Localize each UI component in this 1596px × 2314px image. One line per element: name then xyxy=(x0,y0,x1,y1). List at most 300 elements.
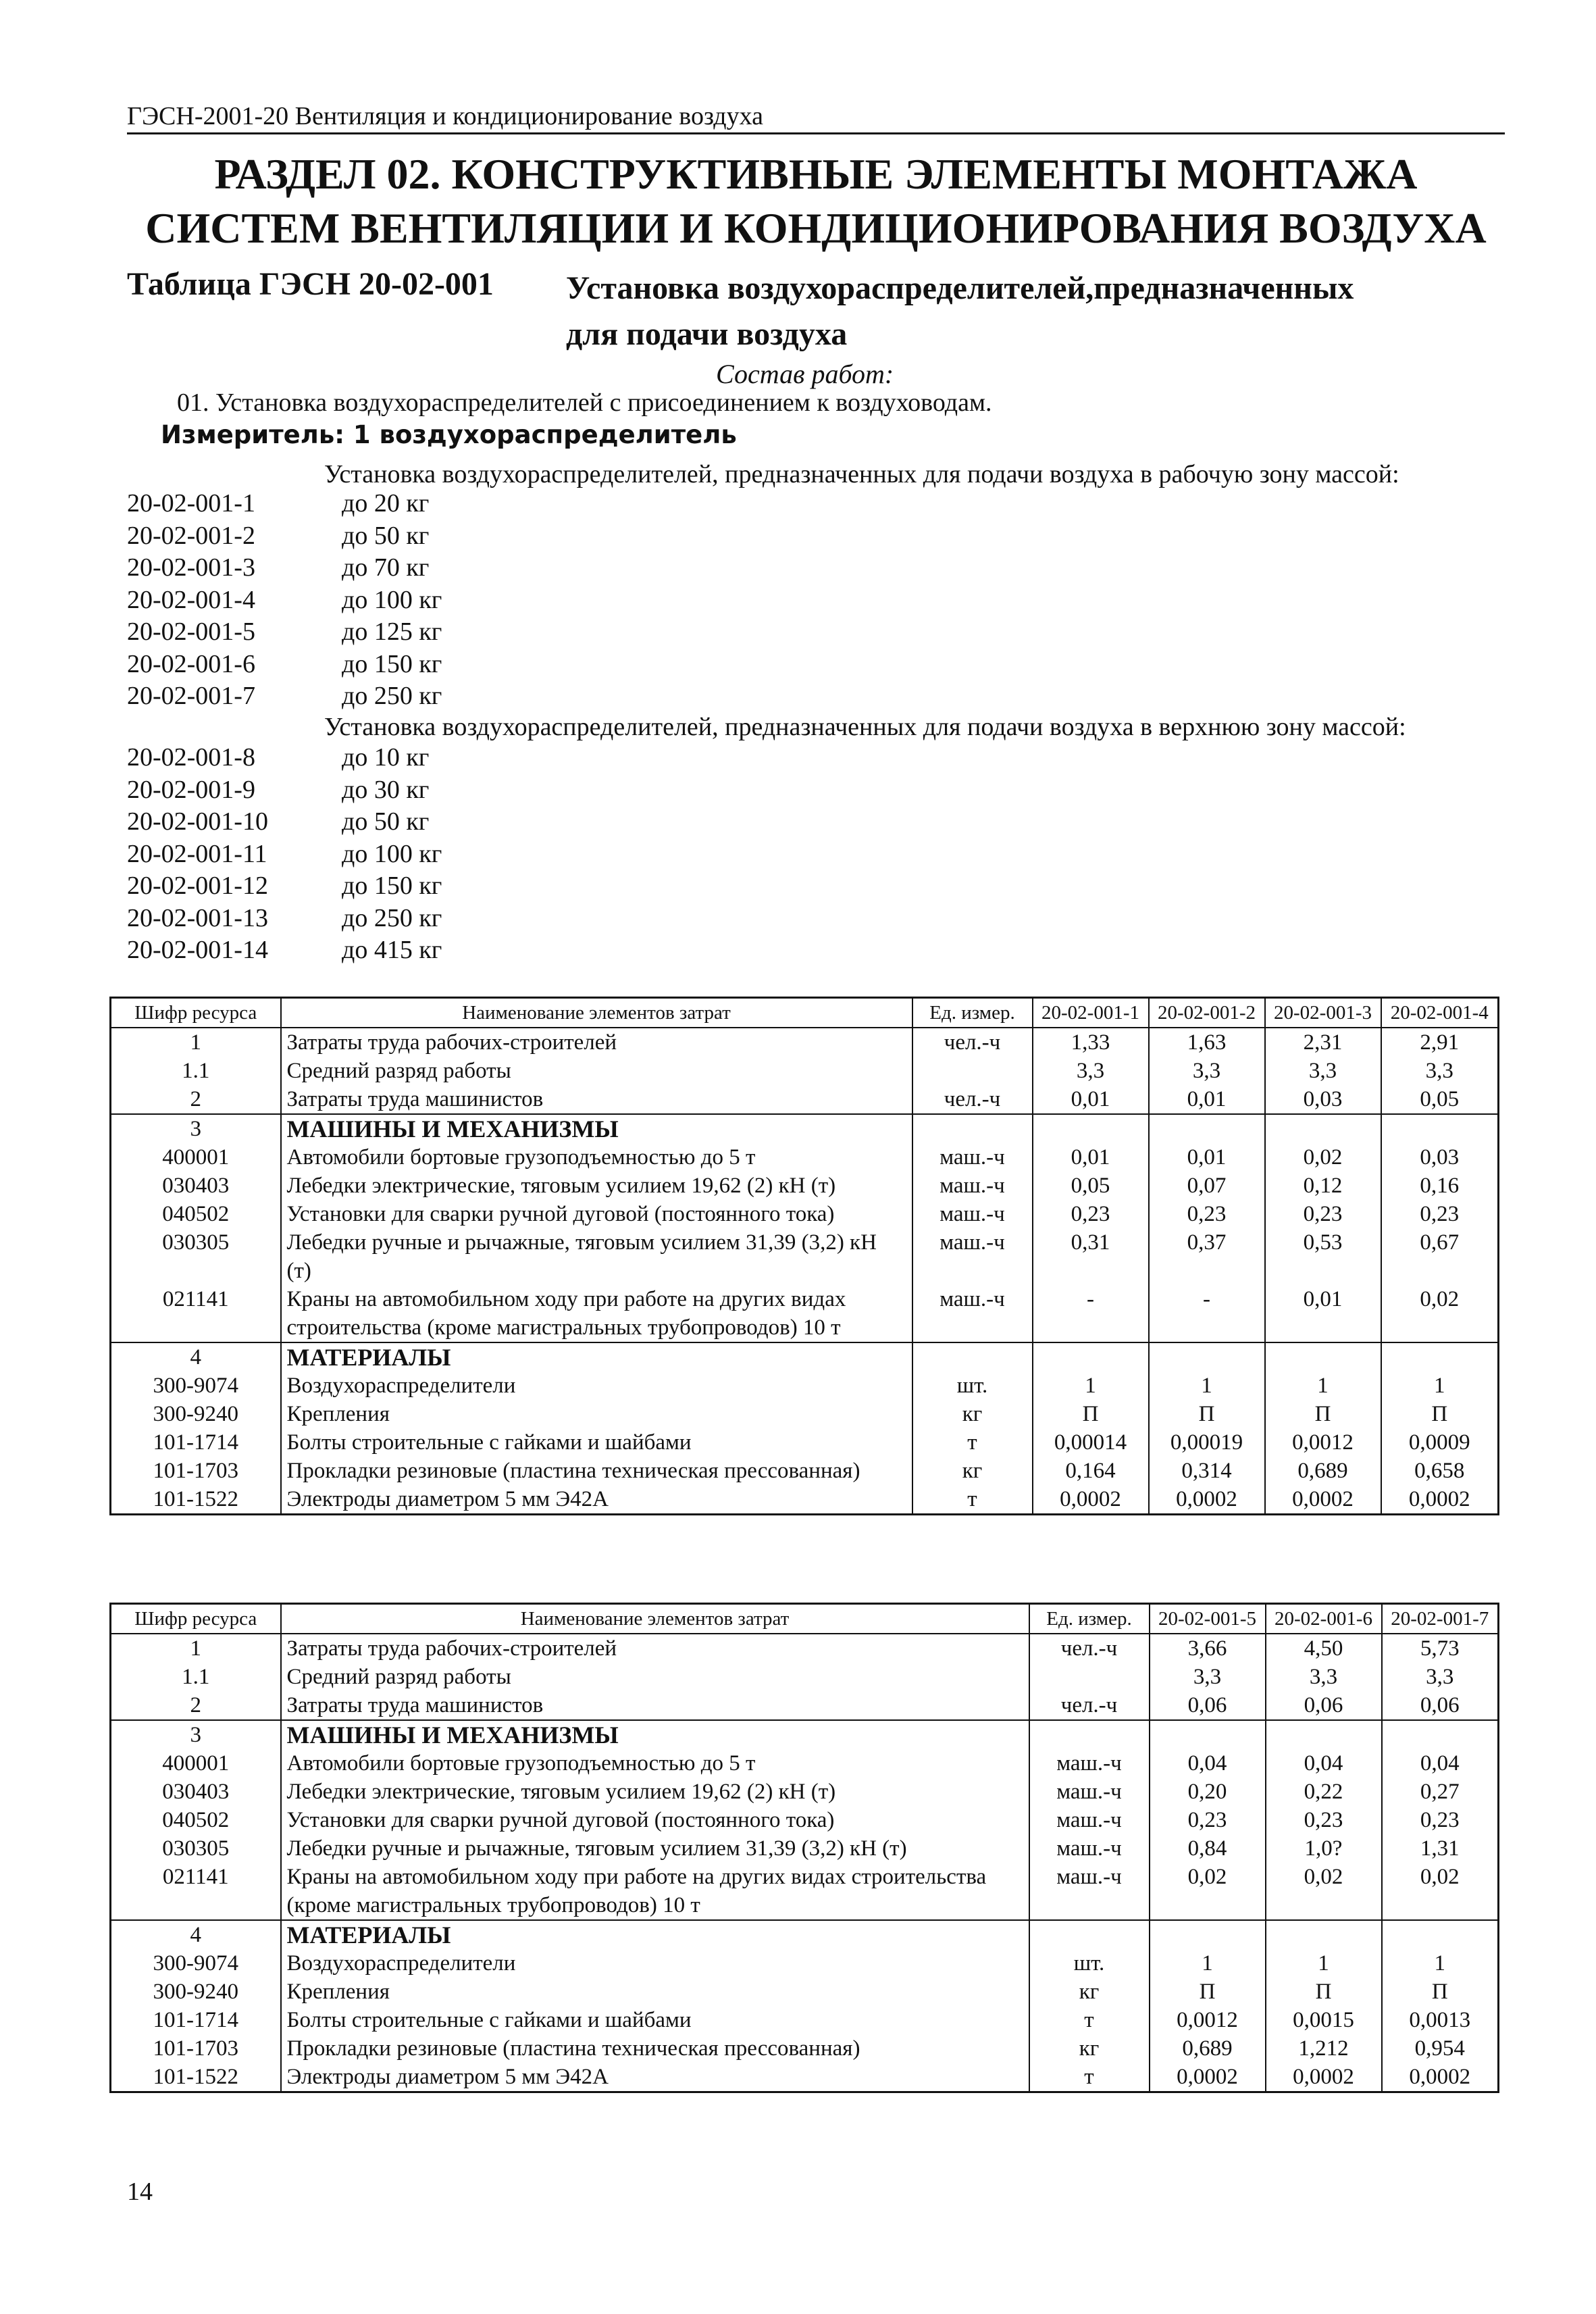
norm-value: 0,23 xyxy=(1381,1200,1499,1228)
norm-value: 0,12 xyxy=(1265,1172,1381,1200)
norm-value: 4,50 xyxy=(1266,1634,1382,1663)
measure-unit: Измеритель: 1 воздухораспределитель xyxy=(161,420,737,449)
table-row xyxy=(111,1200,1499,1228)
norm-value: 0,0009 xyxy=(1381,1428,1499,1457)
cost-element-name: Лебедки ручные и рычажные, тяговым усилием 31,39 (3,2) кН (т) xyxy=(281,1228,912,1285)
norm-value: 0,0002 xyxy=(1265,1485,1381,1515)
norm-value: 0,23 xyxy=(1033,1200,1149,1228)
table-row xyxy=(111,1085,1499,1114)
table-row xyxy=(111,1114,1499,1143)
norm-value: 0,00014 xyxy=(1033,1428,1149,1457)
cost-element-name: Установки для сварки ручной дуговой (постоянного тока) xyxy=(281,1200,912,1228)
norm-value: 0,23 xyxy=(1266,1806,1382,1834)
unit-of-measure: чел.-ч xyxy=(912,1085,1033,1114)
cost-element-name: Краны на автомобильном ходу при работе на других видах строительства (кроме магистральных трубопроводов) 10 т xyxy=(281,1863,1029,1920)
col-header-norm: 20-02-001-1 xyxy=(1033,998,1149,1028)
col-header-name: Наименование элементов затрат xyxy=(281,1604,1029,1634)
norm-value: 0,03 xyxy=(1381,1143,1499,1172)
unit-of-measure: маш.-ч xyxy=(1029,1778,1150,1806)
cost-element-name: Затраты труда рабочих-строителей xyxy=(281,1028,912,1057)
unit-of-measure xyxy=(1029,1663,1150,1691)
resource-code: 2 xyxy=(111,1691,281,1720)
resource-code: 400001 xyxy=(111,1749,281,1778)
unit-of-measure xyxy=(912,1114,1033,1143)
cost-element-name: Краны на автомобильном ходу при работе на других видах строительства (кроме магистральных трубопроводов) 10 т xyxy=(281,1285,912,1342)
table-row xyxy=(111,1172,1499,1200)
norm-value: 0,05 xyxy=(1033,1172,1149,1200)
group-heading-upper-zone: Установка воздухораспределителей, предназначенных для подачи воздуха в верхнюю зону массой: xyxy=(324,713,1406,741)
norm-value xyxy=(1266,1720,1382,1749)
resource-code: 030305 xyxy=(111,1834,281,1863)
norm-value: 0,0002 xyxy=(1033,1485,1149,1515)
norm-value: 3,3 xyxy=(1033,1057,1149,1085)
norm-value xyxy=(1265,1342,1381,1372)
mass-limit: до 100 кг xyxy=(342,839,442,868)
norm-value: 0,689 xyxy=(1265,1457,1381,1485)
unit-of-measure: чел.-ч xyxy=(1029,1691,1150,1720)
mass-limit: до 20 кг xyxy=(342,489,430,518)
norm-value: П xyxy=(1381,1400,1499,1428)
norm-value: П xyxy=(1150,1978,1266,2006)
norm-value: - xyxy=(1149,1285,1265,1342)
norm-value: 0,05 xyxy=(1381,1085,1499,1114)
norm-value: 0,04 xyxy=(1150,1749,1266,1778)
norm-value xyxy=(1149,1342,1265,1372)
norm-code: 20-02-001-4 xyxy=(127,585,255,614)
resource-code: 030403 xyxy=(111,1778,281,1806)
unit-of-measure: маш.-ч xyxy=(912,1143,1033,1172)
table-row xyxy=(111,1342,1499,1372)
col-header-code: Шифр ресурса xyxy=(111,1604,281,1634)
norm-value: 0,06 xyxy=(1266,1691,1382,1720)
mass-limit: до 30 кг xyxy=(342,775,430,804)
mass-limit: до 415 кг xyxy=(342,936,442,964)
resource-code: 300-9240 xyxy=(111,1400,281,1428)
unit-of-measure: маш.-ч xyxy=(1029,1834,1150,1863)
norm-value: 0,314 xyxy=(1149,1457,1265,1485)
unit-of-measure: маш.-ч xyxy=(912,1285,1033,1342)
unit-of-measure: кг xyxy=(912,1457,1033,1485)
norm-value xyxy=(1150,1920,1266,1949)
cost-element-name: Крепления xyxy=(281,1978,1029,2006)
unit-of-measure: кг xyxy=(1029,2034,1150,2063)
table-row xyxy=(111,1428,1499,1457)
norm-value: 0,01 xyxy=(1149,1143,1265,1172)
resource-code: 040502 xyxy=(111,1200,281,1228)
cost-element-name: Установки для сварки ручной дуговой (постоянного тока) xyxy=(281,1806,1029,1834)
unit-of-measure: т xyxy=(912,1485,1033,1515)
norm-value: 0,658 xyxy=(1381,1457,1499,1485)
norm-value: 3,3 xyxy=(1265,1057,1381,1085)
table-row xyxy=(111,1778,1499,1806)
composition-title: Состав работ: xyxy=(716,359,894,389)
norm-value: П xyxy=(1382,1978,1499,2006)
norm-value: 0,37 xyxy=(1149,1228,1265,1285)
unit-of-measure: т xyxy=(1029,2006,1150,2034)
mass-limit: до 125 кг xyxy=(342,618,442,646)
norm-value: 0,0002 xyxy=(1382,2063,1499,2092)
norm-value: 1 xyxy=(1265,1372,1381,1400)
cost-element-name: Лебедки электрические, тяговым усилием 19,62 (2) кН (т) xyxy=(281,1778,1029,1806)
norm-value xyxy=(1382,1720,1499,1749)
table-title-line-2: для подачи воздуха xyxy=(566,316,848,352)
table-row xyxy=(111,1663,1499,1691)
col-header-norm: 20-02-001-7 xyxy=(1382,1604,1499,1634)
mass-limit: до 250 кг xyxy=(342,903,442,932)
col-header-unit: Ед. измер. xyxy=(1029,1604,1150,1634)
norm-value: 0,02 xyxy=(1265,1143,1381,1172)
norm-value xyxy=(1033,1114,1149,1143)
norm-value: 1 xyxy=(1382,1949,1499,1978)
table-row xyxy=(111,1691,1499,1720)
col-header-norm: 20-02-001-3 xyxy=(1265,998,1381,1028)
mass-limit: до 70 кг xyxy=(342,553,430,582)
norm-value: 0,0015 xyxy=(1266,2006,1382,2034)
norm-value: 1 xyxy=(1381,1372,1499,1400)
resource-code: 1 xyxy=(111,1028,281,1057)
mass-limit: до 10 кг xyxy=(342,743,430,772)
norm-value: 1,63 xyxy=(1149,1028,1265,1057)
mass-limit: до 150 кг xyxy=(342,649,442,678)
norm-value: 0,164 xyxy=(1033,1457,1149,1485)
cost-element-name: Автомобили бортовые грузоподъемностью до 5 т xyxy=(281,1749,1029,1778)
norm-value: 0,53 xyxy=(1265,1228,1381,1285)
resource-table-2 xyxy=(109,1603,1499,2093)
table-row xyxy=(111,1920,1499,1949)
col-header-norm: 20-02-001-2 xyxy=(1149,998,1265,1028)
unit-of-measure: шт. xyxy=(912,1372,1033,1400)
section-title-line-2: СИСТЕМ ВЕНТИЛЯЦИИ И КОНДИЦИОНИРОВАНИЯ ВОЗДУХА xyxy=(145,204,1487,252)
norm-value xyxy=(1033,1342,1149,1372)
resource-code: 300-9240 xyxy=(111,1978,281,2006)
norm-value: 0,27 xyxy=(1382,1778,1499,1806)
table-title xyxy=(566,266,1444,357)
resource-code: 101-1714 xyxy=(111,1428,281,1457)
resource-code: 101-1522 xyxy=(111,2063,281,2092)
norm-code: 20-02-001-5 xyxy=(127,618,255,646)
norm-value: 1,0? xyxy=(1266,1834,1382,1863)
norm-value: 0,04 xyxy=(1382,1749,1499,1778)
norm-code: 20-02-001-9 xyxy=(127,775,255,804)
resource-code: 101-1703 xyxy=(111,2034,281,2063)
norm-value: П xyxy=(1149,1400,1265,1428)
unit-of-measure: шт. xyxy=(1029,1949,1150,1978)
cost-element-name: Прокладки резиновые (пластина техническая прессованная) xyxy=(281,2034,1029,2063)
resource-code: 1 xyxy=(111,1634,281,1663)
unit-of-measure: маш.-ч xyxy=(912,1200,1033,1228)
norm-value: 0,01 xyxy=(1033,1085,1149,1114)
unit-of-measure: кг xyxy=(1029,1978,1150,2006)
norm-code: 20-02-001-1 xyxy=(127,489,255,518)
norm-value: 0,06 xyxy=(1382,1691,1499,1720)
table-row xyxy=(111,1806,1499,1834)
col-header-name: Наименование элементов затрат xyxy=(281,998,912,1028)
norm-value: 0,01 xyxy=(1265,1285,1381,1342)
norm-value: 0,02 xyxy=(1381,1285,1499,1342)
norm-value: П xyxy=(1033,1400,1149,1428)
code-row xyxy=(127,520,600,553)
mass-limit: до 150 кг xyxy=(342,872,442,900)
cost-element-name: Болты строительные с гайками и шайбами xyxy=(281,2006,1029,2034)
cost-element-name: Электроды диаметром 5 мм Э42А xyxy=(281,2063,1029,2092)
norm-code: 20-02-001-13 xyxy=(127,903,268,932)
resource-code: 300-9074 xyxy=(111,1372,281,1400)
norm-value: 0,23 xyxy=(1150,1806,1266,1834)
norm-value: 0,0002 xyxy=(1150,2063,1266,2092)
norm-value xyxy=(1381,1114,1499,1143)
cost-element-name: Средний разряд работы xyxy=(281,1057,912,1085)
norm-value: 0,23 xyxy=(1149,1200,1265,1228)
page-number: 14 xyxy=(127,2178,153,2206)
norm-value: 5,73 xyxy=(1382,1634,1499,1663)
norm-value: 1,212 xyxy=(1266,2034,1382,2063)
resource-code: 300-9074 xyxy=(111,1949,281,1978)
group-heading-working-zone: Установка воздухораспределителей, предназначенных для подачи воздуха в рабочую зону массой: xyxy=(324,460,1399,488)
resource-code: 101-1714 xyxy=(111,2006,281,2034)
norm-value: 0,02 xyxy=(1382,1863,1499,1920)
table-header-row xyxy=(111,998,1499,1028)
norm-value: 2,91 xyxy=(1381,1028,1499,1057)
unit-of-measure xyxy=(912,1342,1033,1372)
norm-value: 0,07 xyxy=(1149,1172,1265,1200)
table-title-line-1: Установка воздухораспределителей,предназначенных xyxy=(566,270,1354,306)
col-header-norm: 20-02-001-5 xyxy=(1150,1604,1266,1634)
norm-value: 0,0002 xyxy=(1266,2063,1382,2092)
norm-value: 0,0013 xyxy=(1382,2006,1499,2034)
norm-code: 20-02-001-6 xyxy=(127,649,255,678)
mass-limit: до 100 кг xyxy=(342,585,442,614)
resource-code: 030305 xyxy=(111,1228,281,1285)
code-row xyxy=(127,680,600,713)
code-row xyxy=(127,584,600,617)
norm-value: 1 xyxy=(1033,1372,1149,1400)
norm-code: 20-02-001-12 xyxy=(127,872,268,900)
norm-value: 0,23 xyxy=(1382,1806,1499,1834)
code-list-working-zone xyxy=(127,488,600,713)
norm-value: 0,0002 xyxy=(1381,1485,1499,1515)
unit-of-measure: маш.-ч xyxy=(912,1172,1033,1200)
norm-value: 0,23 xyxy=(1265,1200,1381,1228)
norm-value: 0,84 xyxy=(1150,1834,1266,1863)
table-row xyxy=(111,1863,1499,1920)
norm-value: 0,67 xyxy=(1381,1228,1499,1285)
table-row xyxy=(111,1400,1499,1428)
norm-value: 0,16 xyxy=(1381,1172,1499,1200)
norm-value: 0,0012 xyxy=(1150,2006,1266,2034)
section-title-line-1: РАЗДЕЛ 02. КОНСТРУКТИВНЫЕ ЭЛЕМЕНТЫ МОНТАЖА xyxy=(214,150,1418,198)
table-row xyxy=(111,1720,1499,1749)
norm-value: 0,01 xyxy=(1033,1143,1149,1172)
norm-value xyxy=(1149,1114,1265,1143)
cost-element-name: Крепления xyxy=(281,1400,912,1428)
norm-value: 1 xyxy=(1149,1372,1265,1400)
table-row xyxy=(111,1949,1499,1978)
norm-value: 3,66 xyxy=(1150,1634,1266,1663)
norm-value: 0,00019 xyxy=(1149,1428,1265,1457)
code-row xyxy=(127,552,600,584)
resource-code: 040502 xyxy=(111,1806,281,1834)
unit-of-measure: кг xyxy=(912,1400,1033,1428)
cost-element-name: Лебедки электрические, тяговым усилием 19,62 (2) кН (т) xyxy=(281,1172,912,1200)
norm-value: 0,06 xyxy=(1150,1691,1266,1720)
code-row xyxy=(127,649,600,681)
cost-element-name: Воздухораспределители xyxy=(281,1949,1029,1978)
norm-value xyxy=(1265,1114,1381,1143)
cost-element-name: МАТЕРИАЛЫ xyxy=(281,1342,912,1372)
code-row xyxy=(127,488,600,520)
cost-element-name: МАТЕРИАЛЫ xyxy=(281,1920,1029,1949)
code-row xyxy=(127,616,600,649)
norm-value xyxy=(1381,1342,1499,1372)
norm-value: 0,0002 xyxy=(1149,1485,1265,1515)
resource-code: 2 xyxy=(111,1085,281,1114)
running-header: ГЭСН-2001-20 Вентиляция и кондиционирование воздуха xyxy=(127,101,1505,134)
norm-value: 3,3 xyxy=(1382,1663,1499,1691)
norm-value: 0,04 xyxy=(1266,1749,1382,1778)
unit-of-measure: чел.-ч xyxy=(912,1028,1033,1057)
cost-element-name: Воздухораспределители xyxy=(281,1372,912,1400)
work-item: 01. Установка воздухораспределителей с присоединением к воздуховодам. xyxy=(177,388,992,417)
col-header-unit: Ед. измер. xyxy=(912,998,1033,1028)
section-title xyxy=(127,147,1505,255)
col-header-norm: 20-02-001-6 xyxy=(1266,1604,1382,1634)
cost-element-name: МАШИНЫ И МЕХАНИЗМЫ xyxy=(281,1720,1029,1749)
table-row xyxy=(111,1372,1499,1400)
table-row xyxy=(111,1028,1499,1057)
norm-value: П xyxy=(1266,1978,1382,2006)
cost-element-name: МАШИНЫ И МЕХАНИЗМЫ xyxy=(281,1114,912,1143)
unit-of-measure: маш.-ч xyxy=(1029,1749,1150,1778)
norm-value: 1,31 xyxy=(1382,1834,1499,1863)
table-row xyxy=(111,1485,1499,1515)
unit-of-measure: маш.-ч xyxy=(1029,1863,1150,1920)
code-row xyxy=(127,774,600,807)
norm-value: 2,31 xyxy=(1265,1028,1381,1057)
unit-of-measure: т xyxy=(912,1428,1033,1457)
norm-value: 0,22 xyxy=(1266,1778,1382,1806)
cost-element-name: Лебедки ручные и рычажные, тяговым усилием 31,39 (3,2) кН (т) xyxy=(281,1834,1029,1863)
table-row xyxy=(111,1057,1499,1085)
norm-value xyxy=(1382,1920,1499,1949)
table-label: Таблица ГЭСН 20-02-001 xyxy=(127,266,494,302)
cost-element-name: Автомобили бортовые грузоподъемностью до 5 т xyxy=(281,1143,912,1172)
table-row xyxy=(111,1143,1499,1172)
table-row xyxy=(111,1834,1499,1863)
unit-of-measure xyxy=(1029,1920,1150,1949)
table-row xyxy=(111,1228,1499,1285)
norm-code: 20-02-001-8 xyxy=(127,743,255,772)
unit-of-measure: маш.-ч xyxy=(912,1228,1033,1285)
norm-value: 3,3 xyxy=(1150,1663,1266,1691)
mass-limit: до 50 кг xyxy=(342,521,430,550)
unit-of-measure xyxy=(1029,1720,1150,1749)
unit-of-measure: чел.-ч xyxy=(1029,1634,1150,1663)
norm-value: 0,689 xyxy=(1150,2034,1266,2063)
resource-code: 1.1 xyxy=(111,1663,281,1691)
table-row xyxy=(111,2006,1499,2034)
norm-value: 1,33 xyxy=(1033,1028,1149,1057)
resource-code: 1.1 xyxy=(111,1057,281,1085)
norm-value: 3,3 xyxy=(1381,1057,1499,1085)
resource-code: 101-1522 xyxy=(111,1485,281,1515)
table-header-row xyxy=(111,1604,1499,1634)
norm-code: 20-02-001-7 xyxy=(127,682,255,710)
norm-value: 1 xyxy=(1150,1949,1266,1978)
unit-of-measure xyxy=(912,1057,1033,1085)
mass-limit: до 250 кг xyxy=(342,682,442,710)
code-row xyxy=(127,870,600,903)
table-row xyxy=(111,1634,1499,1663)
code-row xyxy=(127,903,600,935)
col-header-norm: 20-02-001-4 xyxy=(1381,998,1499,1028)
table-row xyxy=(111,2063,1499,2092)
resource-code: 021141 xyxy=(111,1863,281,1920)
table-row xyxy=(111,2034,1499,2063)
code-row xyxy=(127,838,600,871)
cost-element-name: Электроды диаметром 5 мм Э42А xyxy=(281,1485,912,1515)
code-row xyxy=(127,742,600,774)
code-row xyxy=(127,806,600,838)
code-list-upper-zone xyxy=(127,742,600,967)
norm-value: П xyxy=(1265,1400,1381,1428)
norm-code: 20-02-001-2 xyxy=(127,521,255,550)
norm-value: 0,0012 xyxy=(1265,1428,1381,1457)
resource-code: 400001 xyxy=(111,1143,281,1172)
norm-value: 0,20 xyxy=(1150,1778,1266,1806)
table-row xyxy=(111,1457,1499,1485)
resource-code: 021141 xyxy=(111,1285,281,1342)
unit-of-measure: т xyxy=(1029,2063,1150,2092)
code-row xyxy=(127,934,600,967)
table-row xyxy=(111,1749,1499,1778)
norm-value: 0,02 xyxy=(1266,1863,1382,1920)
resource-code: 3 xyxy=(111,1114,281,1143)
resource-code: 101-1703 xyxy=(111,1457,281,1485)
table-row xyxy=(111,1978,1499,2006)
norm-code: 20-02-001-14 xyxy=(127,936,268,964)
resource-code: 3 xyxy=(111,1720,281,1749)
cost-element-name: Болты строительные с гайками и шайбами xyxy=(281,1428,912,1457)
resource-code: 030403 xyxy=(111,1172,281,1200)
table-row xyxy=(111,1285,1499,1342)
norm-value: 0,02 xyxy=(1150,1863,1266,1920)
norm-value: 0,01 xyxy=(1149,1085,1265,1114)
norm-code: 20-02-001-10 xyxy=(127,807,268,836)
norm-value: 3,3 xyxy=(1266,1663,1382,1691)
mass-limit: до 50 кг xyxy=(342,807,430,836)
cost-element-name: Затраты труда рабочих-строителей xyxy=(281,1634,1029,1663)
unit-of-measure: маш.-ч xyxy=(1029,1806,1150,1834)
norm-code: 20-02-001-11 xyxy=(127,839,267,868)
norm-value: 3,3 xyxy=(1149,1057,1265,1085)
col-header-code: Шифр ресурса xyxy=(111,998,281,1028)
norm-value: - xyxy=(1033,1285,1149,1342)
cost-element-name: Средний разряд работы xyxy=(281,1663,1029,1691)
cost-element-name: Затраты труда машинистов xyxy=(281,1691,1029,1720)
norm-value: 0,31 xyxy=(1033,1228,1149,1285)
norm-value: 0,954 xyxy=(1382,2034,1499,2063)
norm-value xyxy=(1266,1920,1382,1949)
resource-code: 4 xyxy=(111,1342,281,1372)
cost-element-name: Затраты труда машинистов xyxy=(281,1085,912,1114)
norm-value: 1 xyxy=(1266,1949,1382,1978)
norm-value: 0,03 xyxy=(1265,1085,1381,1114)
cost-element-name: Прокладки резиновые (пластина техническая прессованная) xyxy=(281,1457,912,1485)
norm-code: 20-02-001-3 xyxy=(127,553,255,582)
norm-value xyxy=(1150,1720,1266,1749)
resource-table-1 xyxy=(109,997,1499,1515)
resource-code: 4 xyxy=(111,1920,281,1949)
